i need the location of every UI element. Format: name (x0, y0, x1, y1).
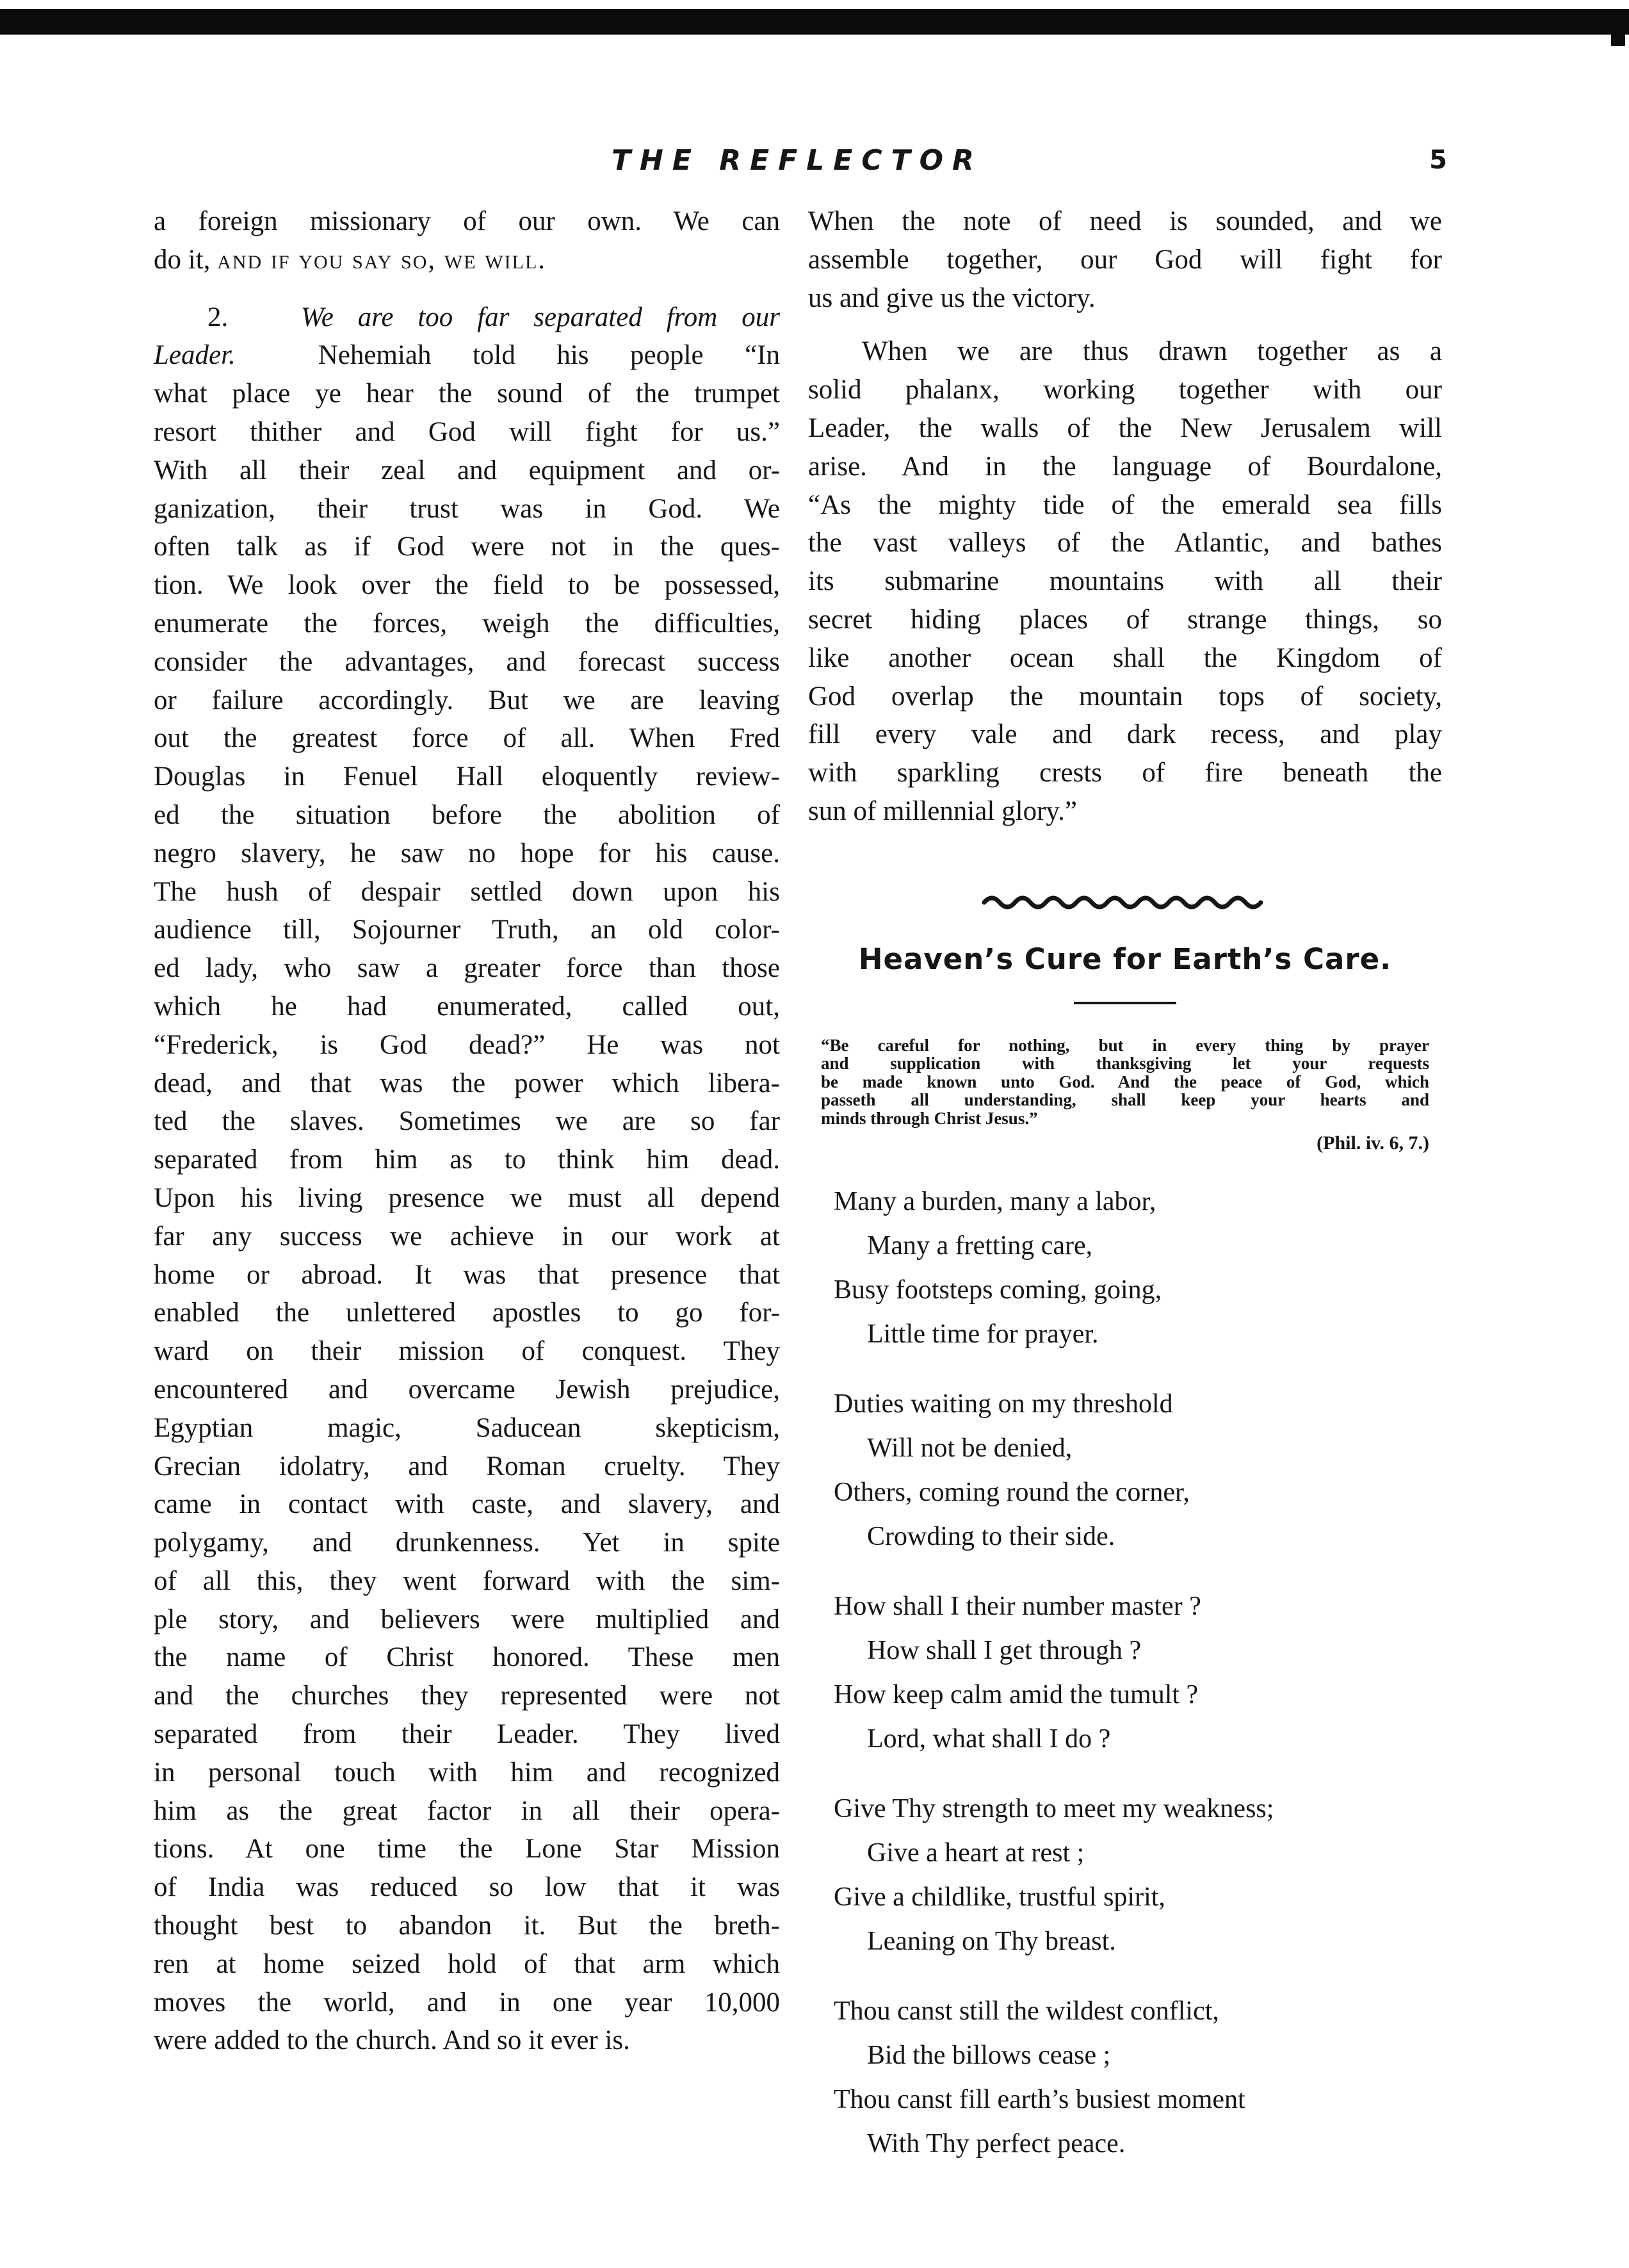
text-line: God overlap the mountain tops of society, (808, 681, 1442, 712)
text-line: a foreign missionary of our own. We can (154, 206, 780, 236)
text-line: moves the world, and in one year 10,000 (154, 1987, 780, 2018)
text-line: encountered and overcame Jewish prejudice, (154, 1374, 780, 1405)
text-line: minds through Christ Jesus.” (821, 1108, 1038, 1128)
text-line: enabled the unlettered apostles to go for- (154, 1298, 780, 1328)
title-rule (1074, 1002, 1176, 1004)
text-line: With all their zeal and equipment and or- (154, 455, 780, 485)
text-line: ple story, and believers were multiplied and (154, 1604, 780, 1635)
text-line: enumerate the forces, weigh the difficulties, (154, 608, 780, 639)
text-line: ganization, their trust was in God. We (154, 493, 780, 524)
poem-line: How shall I their number master ? (834, 1592, 1201, 1622)
list-number: 2. (207, 302, 229, 332)
right-column (808, 202, 1442, 2192)
text-line: audience till, Sojourner Truth, an old color- (154, 915, 780, 945)
text-line: ted the slaves. Sometimes we are so far (154, 1106, 780, 1137)
article-title: Heaven’s Cure for Earth’s Care. (858, 942, 1392, 976)
text-line: negro slavery, he saw no hope for his cause. (154, 838, 780, 869)
text-line: secret hiding places of strange things, so (808, 604, 1442, 635)
text-line: ed the situation before the abolition of (154, 799, 780, 830)
page-header (147, 144, 1447, 195)
text-line: Upon his living presence we must all depend (154, 1182, 780, 1213)
text-line: and supplication with thanksgiving let your requests (821, 1054, 1429, 1073)
poem-line: Others, coming round the corner, (834, 1478, 1190, 1508)
left-paragraph-1 (154, 202, 780, 279)
poem-line: How shall I get through ? (867, 1636, 1142, 1666)
text-line: tions. At one time the Lone Star Mission (154, 1834, 780, 1864)
text-line: tion. We look over the field to be possessed, (154, 570, 780, 601)
text-line: When the note of need is sounded, and we (808, 206, 1442, 236)
wavy-ornament-divider (978, 888, 1272, 914)
text-line: ward on their mission of conquest. They (154, 1336, 780, 1367)
text-line: like another ocean shall the Kingdom of (808, 642, 1442, 673)
text-line (154, 241, 780, 279)
text-line: the name of Christ honored. These men (154, 1642, 780, 1673)
poem-stanza (834, 1787, 1442, 1964)
text-line: resort thither and God will fight for us.” (154, 416, 780, 447)
right-paragraph-2 (808, 332, 1442, 830)
text-line: its submarine mountains with all their (808, 566, 1442, 597)
text-line: in personal touch with him and recognized (154, 1757, 780, 1788)
poem-line: Give Thy strength to meet my weakness; (834, 1794, 1274, 1824)
scripture-citation: (Phil. iv. 6, 7.) (1317, 1132, 1429, 1154)
text-line: us and give us the victory. (808, 282, 1096, 313)
text-line: “Frederick, is God dead?” He was not (154, 1029, 780, 1060)
section-heading: We are too far separated from our (300, 302, 780, 332)
scripture-epigraph (821, 1036, 1429, 1128)
poem-stanza (834, 1382, 1442, 1559)
right-paragraph-1 (808, 202, 1442, 317)
text-line: fill every vale and dark recess, and play (808, 719, 1442, 750)
text-line: home or abroad. It was that presence that (154, 1259, 780, 1290)
text-line: “As the mighty tide of the emerald sea fills (808, 489, 1442, 520)
wavy-ornament-path (984, 898, 1261, 907)
text-line: Nehemiah told his people “In (318, 340, 780, 371)
text-line: thought best to abandon it. But the breth- (154, 1911, 780, 1941)
poem-stanza (834, 1585, 1442, 1761)
text-line: separated from him as to think him dead. (154, 1145, 780, 1175)
poem-line: Lord, what shall I do ? (867, 1724, 1111, 1754)
text-line (154, 298, 780, 337)
poem-line: Many a fretting care, (867, 1231, 1093, 1261)
poem-line: Duties waiting on my threshold (834, 1389, 1173, 1419)
poem-stanza (834, 1989, 1442, 2166)
text-line: sun of millennial glory.” (808, 795, 1077, 826)
section-heading-end: Leader. (154, 340, 236, 371)
text-line: of India was reduced so low that it was (154, 1872, 780, 1903)
text-line: consider the advantages, and forecast success (154, 646, 780, 677)
text-line: Grecian idolatry, and Roman cruelty. They (154, 1451, 780, 1481)
poem-line: Give a heart at rest ; (867, 1838, 1085, 1868)
text-line: or failure accordingly. But we are leaving (154, 685, 780, 715)
text-line: came in contact with caste, and slavery, and (154, 1489, 780, 1520)
poem-line: With Thy perfect peace. (867, 2129, 1126, 2159)
left-column (154, 202, 780, 2060)
text-line: which he had enumerated, called out, (154, 991, 780, 1022)
text-line: the vast valleys of the Atlantic, and bathes (808, 528, 1442, 559)
text-line: far any success we achieve in our work at (154, 1221, 780, 1252)
text-line: solid phalanx, working together with our (808, 375, 1442, 405)
running-title: THE REFLECTOR (612, 144, 983, 177)
poem-line: Many a burden, many a labor, (834, 1187, 1156, 1217)
smallcaps-phrase: and if you say so, we will. (217, 244, 547, 275)
text-line: Douglas in Fenuel Hall eloquently review- (154, 762, 780, 792)
text-line: and the churches they represented were not (154, 1681, 780, 1711)
top-border-bar (0, 9, 1629, 35)
text-line: with sparkling crests of fire beneath the (808, 758, 1442, 788)
poem-stanza (834, 1180, 1442, 1357)
left-paragraph-2 (154, 298, 780, 2060)
left-lines (154, 375, 780, 2060)
poem-line: Leaning on Thy breast. (867, 1927, 1116, 1957)
text-line: When we are thus drawn together as a (862, 336, 1442, 367)
poem-line: Thou canst still the wildest conflict, (834, 1996, 1219, 2027)
poem-line: Bid the billows cease ; (867, 2041, 1111, 2071)
text-line: be made known unto God. And the peace of God, which (821, 1072, 1429, 1091)
text-line: The hush of despair settled down upon his (154, 876, 780, 907)
poem (834, 1180, 1442, 2166)
text-line: what place ye hear the sound of the trumpet (154, 379, 780, 409)
text-line: of all this, they went forward with the sim- (154, 1565, 780, 1596)
text-line: Egyptian magic, Saducean skepticism, (154, 1412, 780, 1443)
poem-line: How keep calm amid the tumult ? (834, 1680, 1199, 1710)
page-number: 5 (1429, 145, 1447, 175)
text-line: separated from their Leader. They lived (154, 1719, 780, 1750)
poem-line: Thou canst fill earth’s busiest moment (834, 2085, 1245, 2115)
poem-line: Busy footsteps coming, going, (834, 1275, 1162, 1305)
text-line: were added to the church. And so it ever is. (154, 2025, 630, 2056)
text-line: passeth all understanding, shall keep your hearts and (821, 1090, 1429, 1110)
text-line: “Be careful for nothing, but in every thing by prayer (821, 1035, 1429, 1055)
text-line: do it, (154, 244, 211, 275)
text-line: arise. And in the language of Bourdalone, (808, 451, 1442, 482)
text-line: assemble together, our God will fight for (808, 244, 1442, 275)
text-line: ren at home seized hold of that arm which (154, 1948, 780, 1979)
text-line: polygamy, and drunkenness. Yet in spite (154, 1528, 780, 1558)
poem-line: Will not be denied, (867, 1433, 1073, 1464)
poem-line: Little time for prayer. (867, 1319, 1099, 1350)
text-line: Leader, the walls of the New Jerusalem will (808, 412, 1442, 443)
poem-line: Crowding to their side. (867, 1522, 1115, 1552)
text-line: out the greatest force of all. When Fred (154, 723, 780, 754)
text-line: him as the great factor in all their opera- (154, 1795, 780, 1826)
text-line (154, 336, 780, 375)
top-border-tail (1611, 28, 1625, 46)
text-line: ed lady, who saw a greater force than those (154, 953, 780, 984)
text-line: often talk as if God were not in the ques- (154, 532, 780, 562)
poem-line: Give a childlike, trustful spirit, (834, 1882, 1165, 1913)
text-line: dead, and that was the power which libera- (154, 1068, 780, 1098)
